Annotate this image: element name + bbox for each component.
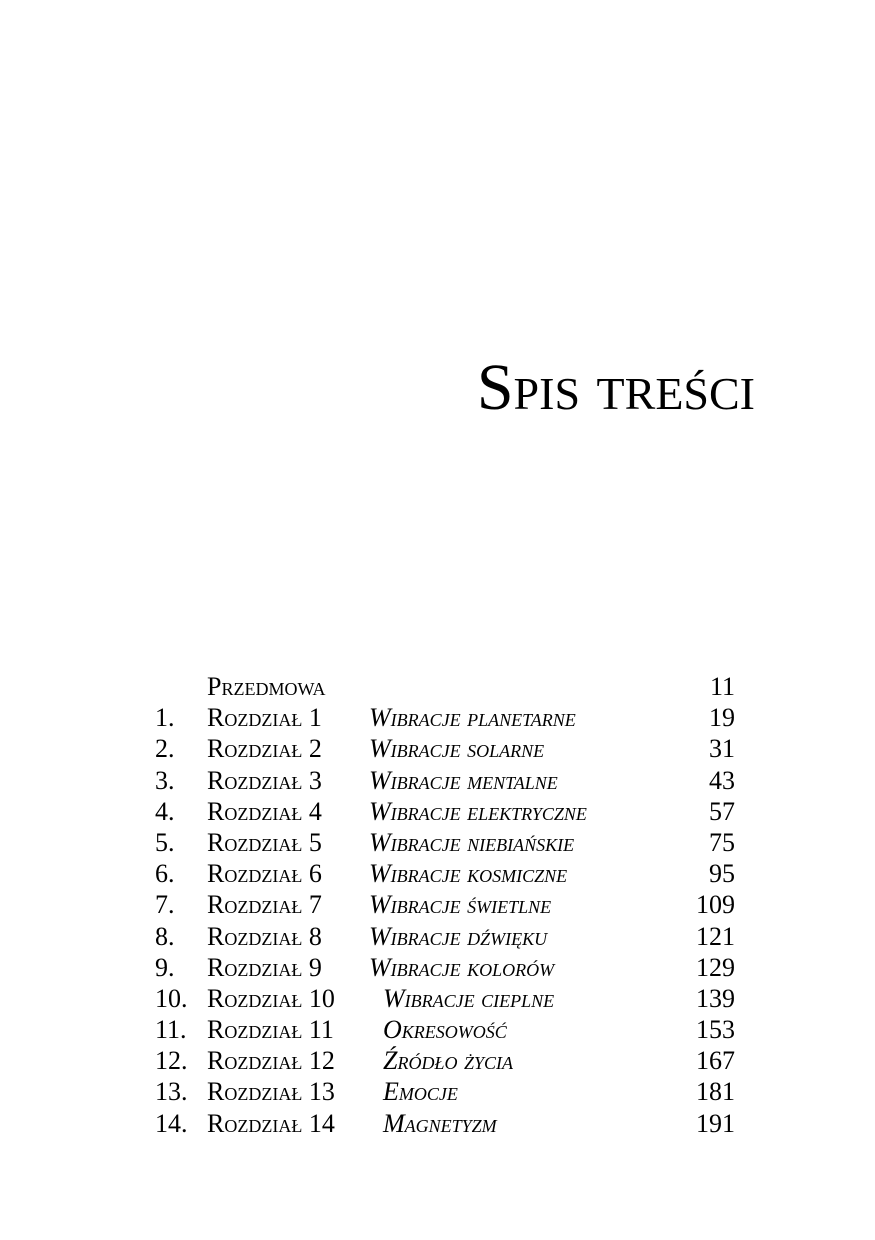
toc-entry-chapter: Rozdział 6 [207,859,322,889]
toc-entry-subject: Wibracje dźwięku [369,921,548,951]
toc-entry [155,1076,745,1107]
toc-entry-number: 14. [155,1108,188,1138]
toc-entry-page: 181 [696,1077,735,1107]
toc-entry-page: 43 [709,765,735,795]
toc-entry-page: 95 [709,859,735,889]
toc-entry-page: 31 [709,734,735,764]
toc-entry [155,921,745,952]
toc-entry-page: 57 [709,796,735,826]
toc-entry-number: 5. [155,827,175,857]
toc-entry-subject: Emocje [383,1077,458,1107]
toc-entry-page: 139 [696,983,735,1013]
toc-entry [155,1108,745,1139]
toc-entry [155,1014,745,1045]
toc-entry-number: 13. [155,1077,188,1107]
toc-entry [155,983,745,1014]
toc-entry-page: 19 [709,703,735,733]
toc-entry [155,889,745,920]
toc-entry-chapter: Rozdział 9 [207,952,322,982]
toc-entry-chapter: Rozdział 4 [207,796,322,826]
toc-entry-page: 121 [696,921,735,951]
toc-entry-subject: Wibracje świetlne [369,890,552,920]
toc-entry-chapter: Rozdział 12 [207,1046,335,1076]
toc-entry-preface [155,671,745,702]
toc-entry-chapter: Rozdział 5 [207,827,322,857]
toc-entry-number: 3. [155,765,175,795]
toc-entry [155,1045,745,1076]
page-title: Spis treści [476,351,755,424]
toc-entry-page: 75 [709,827,735,857]
toc-entry-number: 7. [155,890,175,920]
toc-entry-chapter: Rozdział 8 [207,921,322,951]
toc-entry [155,952,745,983]
toc-entry-page: 167 [696,1046,735,1076]
toc-entry-chapter: Rozdział 3 [207,765,322,795]
toc-entry-number: 1. [155,703,175,733]
toc-entry-number: 11. [155,1015,187,1045]
toc-entry-chapter: Rozdział 7 [207,890,322,920]
toc-entry-chapter: Rozdział 13 [207,1077,335,1107]
toc-entry-subject: Okresowość [383,1015,507,1045]
toc-entry-chapter: Rozdział 10 [207,983,335,1013]
toc-entry-chapter: Rozdział 14 [207,1108,335,1138]
toc-entry-subject: Wibracje solarne [369,734,545,764]
toc-entry [155,702,745,733]
toc-entry-subject: Wibracje elektryczne [369,796,587,826]
toc-entry [155,733,745,764]
toc-entry-number: 10. [155,983,188,1013]
toc-entry [155,765,745,796]
toc-entry-subject: Magnetyzm [383,1108,497,1138]
toc-entry-chapter: Rozdział 1 [207,703,322,733]
table-of-contents [155,671,745,1139]
toc-entry-subject: Wibracje kolorów [369,952,555,982]
toc-entry-number: 6. [155,859,175,889]
toc-entry-number: 12. [155,1046,188,1076]
toc-entry-chapter: Przedmowa [207,672,326,701]
toc-entry-subject: Wibracje planetarne [369,703,576,733]
toc-entry-subject: Źródło życia [383,1046,513,1076]
toc-entry-number: 8. [155,921,175,951]
toc-entry-page: 153 [696,1015,735,1045]
toc-entry-page: 191 [696,1108,735,1138]
toc-entry [155,827,745,858]
toc-entry-chapter: Rozdział 11 [207,1015,334,1045]
toc-entry-page: 11 [709,672,735,701]
toc-entry-number: 4. [155,796,175,826]
toc-entry-chapter: Rozdział 2 [207,734,322,764]
toc-entry-page: 129 [696,952,735,982]
toc-entry-subject: Wibracje kosmiczne [369,859,568,889]
toc-entry-number: 9. [155,952,175,982]
toc-entry [155,796,745,827]
toc-entry-subject: Wibracje niebiańskie [369,827,575,857]
toc-entry-subject: Wibracje cieplne [383,983,555,1013]
toc-entry-page: 109 [696,890,735,920]
toc-entry-subject: Wibracje mentalne [369,765,558,795]
toc-entry-number: 2. [155,734,175,764]
toc-entry [155,858,745,889]
